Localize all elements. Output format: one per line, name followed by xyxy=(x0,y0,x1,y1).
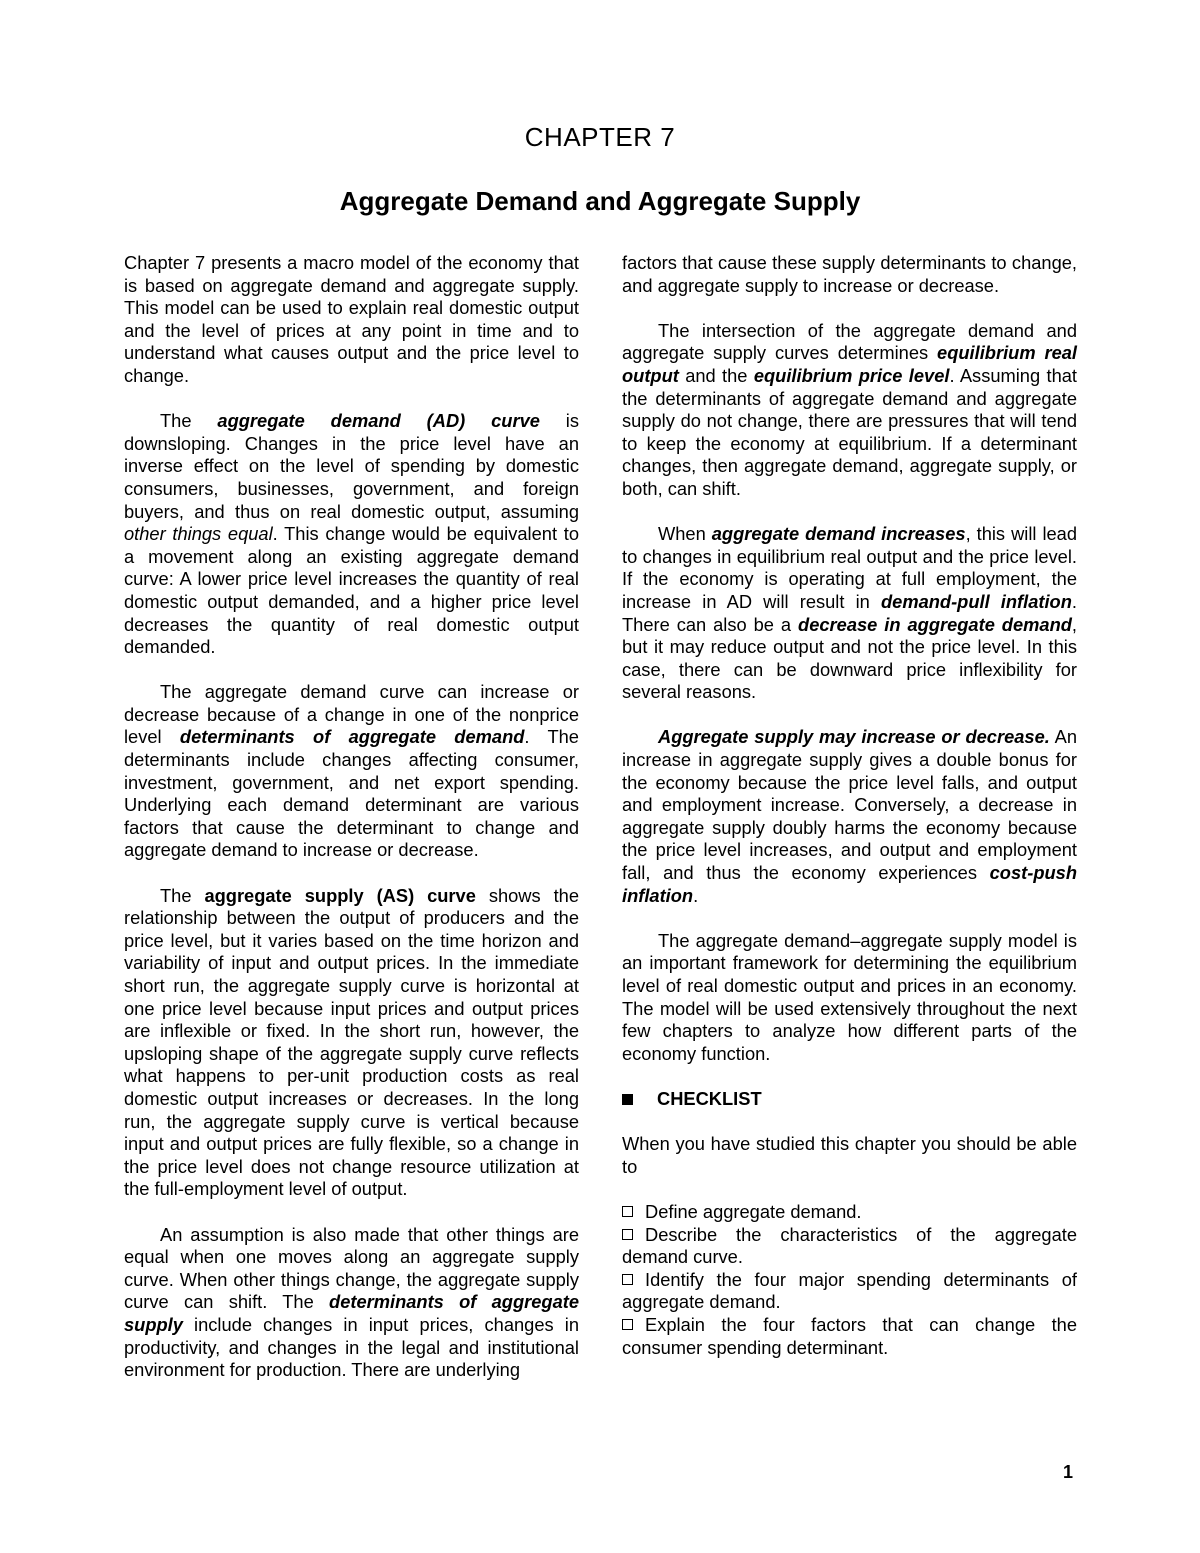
text-run: is downsloping. Changes in the price level have an inverse effect on the level of spending by domestic consumers, businesses, government, and foreign buyers, and thus on real domestic output, assuming xyxy=(124,410,579,522)
text-run: . This change would be equivalent to a movement along an existing aggregate demand curve: A lower price level increases the quantity of real domestic output demanded, and a higher price level decreases the quantity of real domestic output demanded. xyxy=(124,523,579,658)
text-run: shows the relationship between the output of producers and the price level, but it varies based on the time horizon and variability of input and output prices. In the immediate short run, the aggregate supply curve is horizontal at one price level because input prices and output prices are inflexible or fixed. In the short run, however, the upsloping shape of the aggregate supply curve reflects what happens to per-unit production costs as real domestic output increases or decreases. In the long run, the aggregate supply curve is vertical because input and output prices are fully flexible, so a change in the price level does not change resource utilization at the full-employment level of output. xyxy=(124,884,579,1200)
term-ad-increases: aggregate demand increases xyxy=(711,523,966,545)
as-curve-paragraph xyxy=(124,885,579,1201)
checklist-intro: When you have studied this chapter you should be able to xyxy=(622,1133,1077,1177)
checklist-item-text: Identify the four major spending determinants of aggregate demand. xyxy=(622,1268,1077,1313)
term-ad-decrease: decrease in aggregate demand xyxy=(798,613,1072,635)
term-determinants-as: determinants of aggregate supply xyxy=(124,1291,580,1335)
page-number: 1 xyxy=(1063,1462,1074,1482)
text-run: . There can also be a xyxy=(622,590,1077,635)
ad-increase-paragraph xyxy=(622,523,1077,704)
continued-paragraph: factors that cause these supply determinants to change, and aggregate supply to increase or decrease. xyxy=(622,252,1077,296)
text-run: . Assuming that the determinants of aggregate demand and aggregate supply do not change, there are pressures that will tend to keep the economy at equilibrium. If a determinant changes, then aggregate demand, aggregate supply, or both, can shift. xyxy=(622,364,1077,499)
text-run: . The determinants include changes affecting consumer, investment, government, and net export spending. Underlying each demand determinant are various factors that cause the determinant to change and aggregate demand to increase or decrease. xyxy=(124,726,579,861)
term-determinants-ad: determinants of aggregate demand xyxy=(179,726,525,748)
checklist-item xyxy=(622,1314,1077,1359)
term-equilibrium-output: equilibrium real output xyxy=(622,342,1077,386)
as-change-paragraph xyxy=(622,726,1077,907)
text-run: and the xyxy=(678,364,754,386)
text-run: , but it may reduce output and not the price level. In this case, there can be downward price inflexibility for several reasons. xyxy=(622,613,1077,703)
filled-square-icon xyxy=(622,1094,633,1105)
text-run: An increase in aggregate supply gives a double bonus for the economy because the price level falls, and output and employment increase. Conversely, a decrease in aggregate supply doubly harms the economy because the price level increases, and output and employment fall, and thus the economy experiences xyxy=(622,726,1077,884)
text-run: When xyxy=(658,523,712,545)
term-equilibrium-price: equilibrium price level xyxy=(753,364,950,386)
as-determinants-paragraph xyxy=(124,1224,579,1382)
checklist-heading xyxy=(622,1088,1077,1111)
text-run: include changes in input prices, changes in productivity, and changes in the legal and institutional environment for production. There are underlying xyxy=(124,1313,579,1381)
text-run: The aggregate demand curve can increase or decrease because of a change in one of the nonprice level xyxy=(124,681,579,748)
checklist-item-text: Define aggregate demand. xyxy=(645,1200,862,1222)
term-demand-pull: demand-pull inflation xyxy=(880,590,1072,612)
checklist-item xyxy=(622,1269,1077,1314)
checklist-item-text: Explain the four factors that can change the consumer spending determinant. xyxy=(622,1313,1077,1358)
term-as-change: Aggregate supply may increase or decrease. xyxy=(658,726,1050,748)
chapter-number: CHAPTER 7 xyxy=(524,122,676,152)
equilibrium-paragraph xyxy=(622,320,1077,501)
ad-curve-paragraph xyxy=(124,410,579,659)
term-as-curve: aggregate supply (AS) curve xyxy=(204,884,476,906)
checklist-item xyxy=(622,1224,1077,1269)
right-column xyxy=(622,252,1077,1359)
checklist-heading-text: CHECKLIST xyxy=(657,1087,762,1109)
model-summary-paragraph: The aggregate demand–aggregate supply model is an important framework for determining the equilibrium level of real domestic output and prices in an economy. The model will be used extensively throughout the next few chapters to analyze how different parts of the economy function. xyxy=(622,929,1077,1064)
checklist-item xyxy=(622,1201,1077,1224)
chapter-title: Aggregate Demand and Aggregate Supply xyxy=(339,186,861,216)
left-column xyxy=(124,252,579,1404)
text-run: , this will lead to changes in equilibrium real output and the price level. If the economy is operating at full employment, the increase in AD will result in xyxy=(622,523,1078,612)
text-run: . xyxy=(693,884,699,906)
checkbox-icon xyxy=(622,1274,633,1285)
checklist-item-text: Describe the characteristics of the aggregate demand curve. xyxy=(622,1223,1077,1268)
term-other-things-equal: other things equal xyxy=(124,523,273,545)
term-ad-curve: aggregate demand (AD) curve xyxy=(217,410,540,432)
term-cost-push: cost-push inflation xyxy=(622,862,1077,906)
intro-paragraph: Chapter 7 presents a macro model of the economy that is based on aggregate demand and aggregate supply. This model can be used to explain real domestic output and the level of prices at any point in time and to understand what causes output and the price level to change. xyxy=(124,252,579,386)
text-run: The xyxy=(160,410,218,432)
text-run: An assumption is also made that other things are equal when one moves along an aggregate supply curve. When other things change, the aggregate supply curve can shift. The xyxy=(124,1223,579,1313)
checkbox-icon xyxy=(622,1319,633,1330)
checklist xyxy=(622,1201,1077,1359)
text-run: The xyxy=(160,884,205,906)
checkbox-icon xyxy=(622,1206,633,1217)
ad-determinants-paragraph xyxy=(124,681,579,862)
checkbox-icon xyxy=(622,1229,633,1240)
text-run: The intersection of the aggregate demand and aggregate supply curves determines xyxy=(622,319,1077,364)
